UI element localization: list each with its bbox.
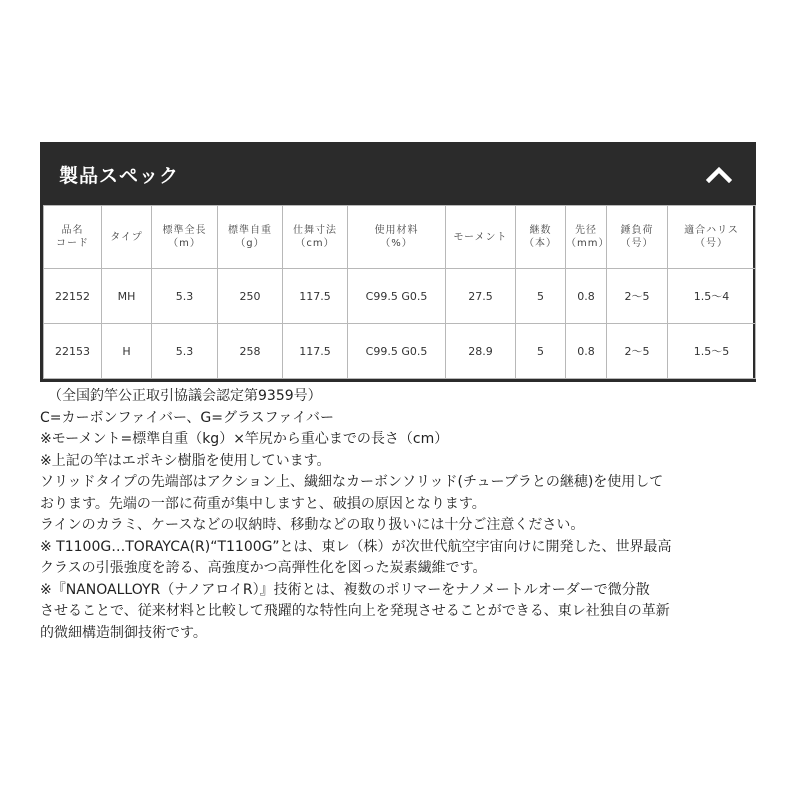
table-cell: 27.5 bbox=[446, 269, 516, 324]
note-handling: ラインのカラミ、ケースなどの収納時、移動などの取り扱いには十分ご注意ください。 bbox=[40, 517, 585, 533]
col-header-closed-length: 仕舞寸法 （cm） bbox=[283, 206, 348, 269]
table-row bbox=[44, 324, 756, 379]
table-cell: 258 bbox=[218, 324, 283, 379]
spec-panel-header[interactable] bbox=[41, 143, 755, 205]
table-cell: 0.8 bbox=[566, 324, 607, 379]
col-header-sinker-load: 錘負荷 （号） bbox=[607, 206, 668, 269]
note-resin: ※上記の竿はエポキシ樹脂を使用しています。 bbox=[40, 452, 331, 469]
col-header-moment: モーメント bbox=[446, 206, 516, 269]
table-cell: 5 bbox=[516, 269, 566, 324]
table-cell: C99.5 G0.5 bbox=[348, 324, 446, 379]
col-header-length: 標準全長 （m） bbox=[152, 206, 218, 269]
table-cell: 2〜5 bbox=[607, 269, 668, 324]
spec-notes bbox=[40, 386, 770, 644]
note-moment: ※モーメント=標準自重（kg）×竿尻から重心までの長さ（cm） bbox=[40, 431, 449, 447]
note-t1100g-cont: クラスの引張強度を誇る、高強度かつ高弾性化を図った炭素繊維です。 bbox=[40, 560, 487, 576]
table-cell: 22152 bbox=[44, 269, 102, 324]
note-materials: C=カーボンファイバー、G=グラスファイバー bbox=[40, 409, 334, 426]
table-cell: 22153 bbox=[44, 324, 102, 379]
table-cell: 2〜5 bbox=[607, 324, 668, 379]
table-cell: 250 bbox=[218, 269, 283, 324]
note-solid-tip-cont: おります。先端の一部に荷重が集中しますと、破損の原因となります。 bbox=[40, 495, 486, 512]
table-cell: H bbox=[102, 324, 152, 379]
spec-table bbox=[43, 205, 756, 379]
col-header-tip-diameter: 先径 （mm） bbox=[566, 206, 607, 269]
table-cell: 1.5〜5 bbox=[668, 324, 756, 379]
table-cell: 5.3 bbox=[152, 269, 218, 324]
table-cell: 5 bbox=[516, 324, 566, 379]
table-cell: MH bbox=[102, 269, 152, 324]
col-header-product-code: 品名 コード bbox=[44, 206, 102, 269]
spec-panel-title: 製品スペック bbox=[59, 164, 180, 187]
table-cell: 117.5 bbox=[283, 324, 348, 379]
note-nanoalloy-end: 的微細構造制御技術です。 bbox=[40, 624, 207, 641]
col-header-sections: 継数 （本） bbox=[516, 206, 566, 269]
table-row bbox=[44, 269, 756, 324]
table-cell: 1.5〜4 bbox=[668, 269, 756, 324]
chevron-up-icon bbox=[706, 165, 732, 183]
spec-table-header-row bbox=[44, 206, 756, 269]
col-header-type: タイプ bbox=[102, 206, 152, 269]
spec-panel bbox=[40, 142, 756, 382]
collapse-button[interactable] bbox=[703, 158, 735, 190]
table-cell: C99.5 G0.5 bbox=[348, 269, 446, 324]
col-header-material: 使用材料 （%） bbox=[348, 206, 446, 269]
col-header-harris: 適合ハリス （号） bbox=[668, 206, 756, 269]
note-t1100g: ※ T1100G…TORAYCA(R)“T1100G”とは、東レ（株）が次世代航空宇宙向けに開発した、世界最高 bbox=[40, 538, 672, 555]
table-cell: 5.3 bbox=[152, 324, 218, 379]
note-nanoalloy: ※『NANOALLOYR（ナノアロイR）』技術とは、複数のポリマーをナノメートルオーダーで微分散 bbox=[40, 581, 650, 598]
note-solid-tip: ソリッドタイプの先端部はアクション上、繊細なカーボンソリッド(チューブラとの継穂)を使用して bbox=[40, 474, 664, 490]
note-certification: （全国釣竿公正取引協議会認定第9359号） bbox=[48, 388, 322, 404]
col-header-weight: 標準自重 （g） bbox=[218, 206, 283, 269]
table-cell: 0.8 bbox=[566, 269, 607, 324]
table-cell: 28.9 bbox=[446, 324, 516, 379]
table-cell: 117.5 bbox=[283, 269, 348, 324]
note-nanoalloy-cont: させることで、従来材料と比較して飛躍的な特性向上を発現させることができる、東レ社独自の革新 bbox=[40, 603, 670, 619]
spec-table-wrap bbox=[43, 205, 753, 379]
